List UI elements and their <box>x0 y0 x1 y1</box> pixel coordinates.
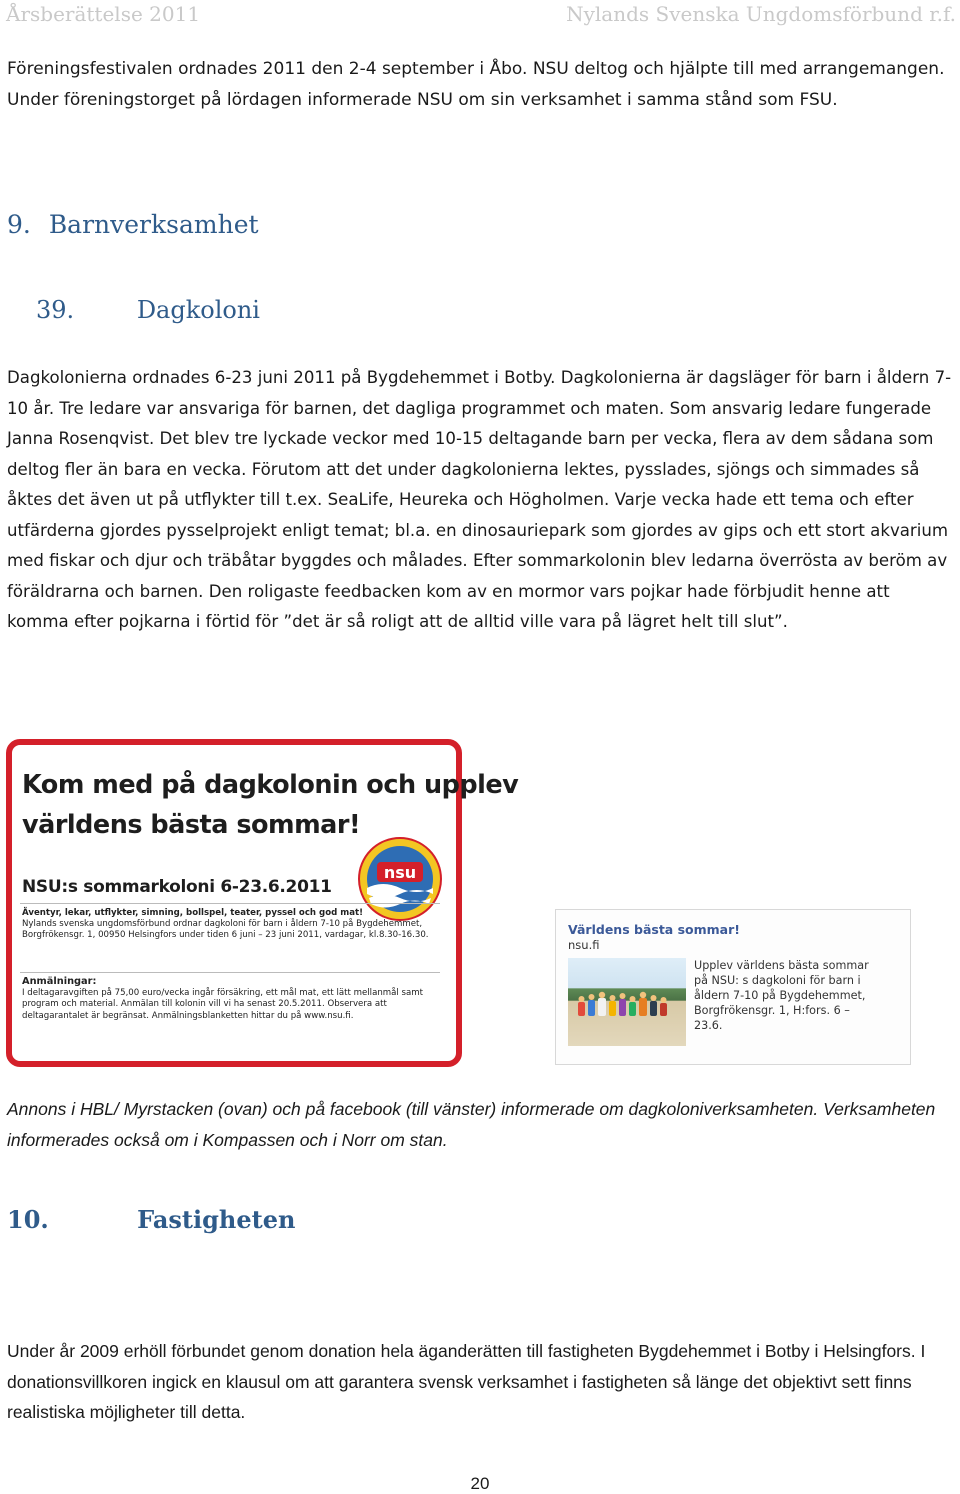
ad-divider <box>20 903 440 904</box>
dagkoloni-text-4: SeaLife, Heureka och Högholmen. <box>327 490 610 509</box>
dagkoloni-paragraph <box>7 363 955 638</box>
section-heading-fastigheten <box>7 1205 295 1234</box>
image-caption: Annons i HBL/ Myrstacken (ovan) och på facebook (till vänster) informerade om dagkoloniverksamheten. Verksamheten informerades också om i Kompassen och i Norr om stan. <box>7 1099 936 1150</box>
section-title: Dagkoloni <box>136 296 260 324</box>
dagkoloni-text-5: Varje vecka hade ett tema och efter utfärderna gjordes pysselprojekt enligt temat; bl.a. en dinosauriepark som gjordes av gips och ett stort akvarium med fiskar och djur och träbåtar byggdes och målades. <box>7 490 949 570</box>
section-heading-barnverksamhet <box>7 210 259 239</box>
ad-body-highlight: Äventyr, lekar, utflykter, simning, bollspel, teater, pyssel och god mat! <box>22 908 364 918</box>
ad-body-text: Nylands svenska ungdomsförbund ordnar dagkoloni för barn i åldern 7-10 på Bygdehemmet, Borgfrökensgr. 1, 00950 Helsingfors under tiden 6 juni – 23 juni 2011, vardagar, kl.8.30-16.30. <box>22 919 429 941</box>
section-heading-dagkoloni <box>36 296 260 324</box>
ad-signup-label: Anmälningar: <box>22 976 97 987</box>
section-number: 39. <box>36 296 75 324</box>
ad-divider <box>20 972 440 973</box>
page-number: 20 <box>470 1474 490 1493</box>
dagkoloni-text-7: Den roligaste feedbacken kom av en mormor vars pojkar hade förbjudit henne att komma efter pojkarna i förtid för ”det är så roligt att de alltid ville vara på lägret helt till slut”. <box>7 581 890 631</box>
dagkoloni-text-1: Dagkolonierna ordnades 6-23 juni 2011 på Bygdehemmet i Botby. Dagkolonierna är dagsläger för barn i åldern 7-10 år. Tre ledare var ansvariga för barnen, det dagliga programmet och maten. <box>7 368 952 418</box>
intro-paragraph: Föreningsfestivalen ordnades 2011 den 2-4 september i Åbo. NSU deltog och hjälpte till med arrangemangen. Under föreningstorget på lördagen informerade NSU om sin verksamhet i samma stånd som FSU. <box>7 59 945 110</box>
ad-subheading: NSU:s sommarkoloni 6-23.6.2011 <box>22 877 332 897</box>
section-title: Barnverksamhet <box>48 210 259 239</box>
dagkoloni-text-6: Efter sommarkolonin blev ledarna överrösta av beröm av föräldrarna och barnen. <box>7 551 948 601</box>
running-header-organization: Nylands Svenska Ungdomsförbund r.f. <box>566 2 956 26</box>
section-number: 10. <box>7 1205 49 1234</box>
facebook-ad-url[interactable]: nsu.fi <box>568 938 600 952</box>
dagkoloni-text-2: Som ansvarig ledare fungerade Janna Rosenqvist. Det blev tre lyckade veckor med 10-15 deltagande barn per vecka, flera av dem sådana som deltog fler än bara en vecka. <box>7 398 934 479</box>
section-number: 9. <box>7 210 31 239</box>
running-header-title: Årsberättelse 2011 <box>6 2 201 26</box>
facebook-ad-title[interactable]: Världens bästa sommar! <box>568 922 740 937</box>
ad-signup <box>22 976 442 1022</box>
facebook-ad-text: Upplev världens bästa sommar på NSU: s dagkoloni för barn i åldern 7-10 på Bygdehemmet, Borgfrökensgr. 1, H:fors. 6 – 23.6. <box>694 959 869 1032</box>
ad-body <box>22 908 442 942</box>
facebook-ad-photo <box>568 958 686 1046</box>
nsu-logo-text: nsu <box>383 863 417 882</box>
dagkoloni-text-3: Förutom att det under dagkolonierna lektes, pysslades, sjöngs och simmades så åktes det även ut på utflykter till t.ex. <box>7 459 920 509</box>
ad-headline-line-2: världens bästa sommar! <box>22 810 361 840</box>
fastigheten-paragraph: Under år 2009 erhöll förbundet genom donation hela äganderätten till fastigheten Bygdehemmet i Botby i Helsingfors. I donationsvillkoren ingick en klausul om att garantera svensk verksamhet i fastigheten så länge det objektivt sett finns realistiska möjligheter till detta. <box>7 1341 926 1422</box>
ad-headline-line-1: Kom med på dagkolonin och upplev <box>22 770 519 800</box>
section-title: Fastigheten <box>137 1205 296 1234</box>
ad-signup-text: I deltagaravgiften på 75,00 euro/vecka ingår försäkring, ett mål mat, ett lätt mellanmål samt program och material. Anmälan till kolonin vill vi ha senast 20.5.2011. Observera att deltagarantalet är begränsat. Anmälningsblanketten hittar du på www.nsu.fi. <box>22 988 424 1021</box>
